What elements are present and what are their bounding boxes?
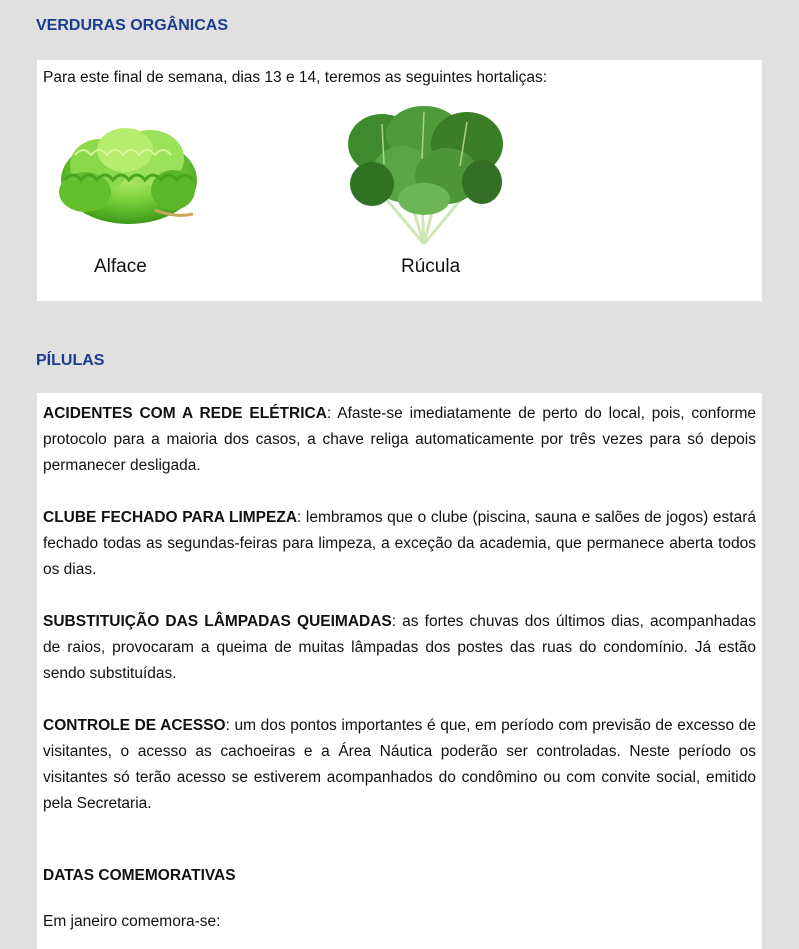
pill-heading: CONTROLE DE ACESSO [43, 717, 226, 734]
pill-text: : as fortes chuvas dos últimos dias, acompanhadas de raios, provocaram a queima de muitas lâmpadas dos postes das ruas do condomínio. Já estão sendo substituídas. [43, 613, 756, 682]
pill-text: : lembramos que o clube (piscina, sauna e salões de jogos) estará fechado todas as segundas-feiras para limpeza, a exceção da academia, que permanece aberta todos os dias. [43, 509, 756, 578]
verduras-box [37, 60, 762, 301]
veg-label-alface: Alface [94, 256, 147, 277]
datas-title: DATAS COMEMORATIVAS [43, 867, 236, 884]
lettuce-image [55, 110, 200, 230]
pill-text: : um dos pontos importantes é que, em período com previsão de excesso de visitantes, o acesso as cachoeiras e a Área Náutica poderão ser controladas. Neste período os visitantes só terão acesso se estiverem acompanhados do condômino ou com convite social, emitido pela Secretaria. [43, 717, 756, 812]
verduras-section-title: VERDURAS ORGÂNICAS [36, 17, 229, 34]
pill-text: : Afaste-se imediatamente de perto do local, pois, conforme protocolo para a maioria dos casos, a chave religa automaticamente por três vezes para só depois permanecer desligada. [43, 405, 757, 474]
pill-heading: CLUBE FECHADO PARA LIMPEZA [43, 509, 298, 526]
pill-item [43, 609, 756, 687]
pilulas-box [37, 393, 762, 949]
pill-item [43, 401, 756, 479]
pilulas-content [43, 401, 756, 935]
pill-item [43, 505, 756, 583]
pill-item [43, 713, 756, 817]
pilulas-section-title: PÍLULAS [36, 352, 105, 369]
datas-text: Em janeiro comemora-se: [43, 913, 221, 930]
arugula-image [342, 104, 507, 249]
pill-heading: SUBSTITUIÇÃO DAS LÂMPADAS QUEIMADAS [43, 613, 392, 630]
veg-label-rucula: Rúcula [401, 256, 461, 277]
verduras-intro: Para este final de semana, dias 13 e 14, teremos as seguintes hortaliças: [43, 69, 548, 86]
pill-heading: ACIDENTES COM A REDE ELÉTRICA [43, 405, 327, 422]
